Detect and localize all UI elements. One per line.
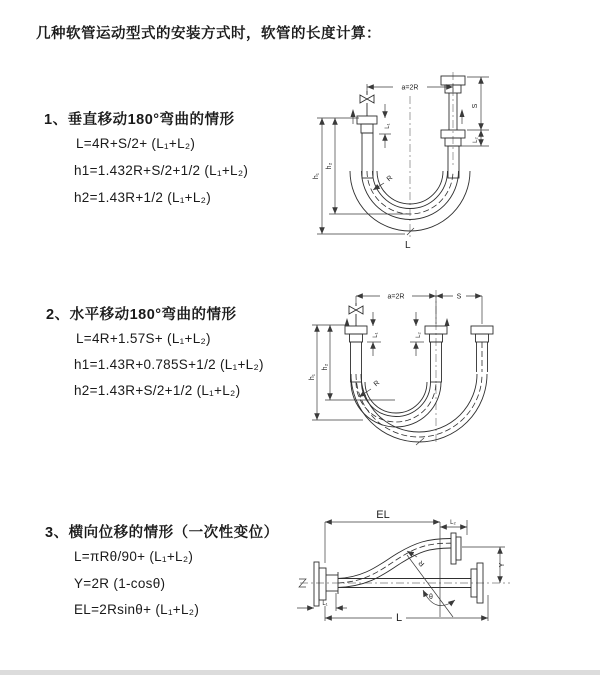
right-hose xyxy=(477,342,488,372)
section-2-formula-h2: h2=1.43R+S/2+1/2 (L₁+L₂) xyxy=(74,383,241,398)
page-title: 几种软管运动型式的安装方式时，软管的长度计算： xyxy=(36,26,381,42)
dim-label-a2r: a=2R xyxy=(401,84,419,92)
diagram-vertical-180-bend xyxy=(305,68,565,258)
left-flange xyxy=(314,562,338,606)
section-1-formula-h1: h1=1.432R+S/2+1/2 (L₁+L₂) xyxy=(74,163,249,178)
dim-label-s: S xyxy=(472,103,479,109)
section-2-heading: 2、水平移动180°弯曲的情形 xyxy=(46,307,237,323)
dim-label-l1: L₁ xyxy=(385,123,391,129)
displaced-hose xyxy=(338,539,451,588)
dim-label-h1: h₁ xyxy=(309,373,316,381)
dim-label-h1: h₁ xyxy=(313,172,320,180)
section-1-heading: 1、垂直移动180°弯曲的情形 xyxy=(44,112,235,128)
section-3-formula-y: Y=2R (1-cosθ) xyxy=(74,576,166,591)
section-2-formula-h1: h1=1.43R+0.785S+1/2 (L₁+L₂) xyxy=(74,357,264,372)
dim-label-s: S xyxy=(456,293,462,301)
angle-label-theta: θ xyxy=(429,594,433,601)
motion-arrow-left xyxy=(345,318,350,326)
radius-line xyxy=(407,555,453,617)
u-bend-position-1 xyxy=(351,379,441,427)
dim-label-a2r: a=2R xyxy=(387,293,405,301)
radius-label: R xyxy=(417,558,427,568)
radius-label: R xyxy=(372,379,382,389)
section-2-formula-l: L=4R+1.57S+ (L₁+L₂) xyxy=(76,331,211,346)
dim-label-l2: L₂ xyxy=(416,332,422,338)
dim-label-l: L xyxy=(395,612,403,624)
section-3-formula-l: L=πRθ/90+ (L₁+L₂) xyxy=(74,549,194,564)
page-bottom-edge xyxy=(0,670,600,675)
dim-label-h2: h₂ xyxy=(326,162,333,170)
upper-flange xyxy=(451,533,461,564)
radius-label: R xyxy=(385,174,395,184)
dim-label-y: Y xyxy=(499,562,506,568)
motion-arrow-up-right xyxy=(460,109,465,117)
dim-label-l1: L₁ xyxy=(322,601,328,607)
dim-label-l2: L₂ xyxy=(450,520,456,526)
valve-icon xyxy=(360,91,374,116)
left-flange xyxy=(357,116,377,124)
dim-label-l1: L₁ xyxy=(373,332,379,338)
left-braided-hose xyxy=(362,133,373,178)
dim-label-el: EL xyxy=(376,509,390,521)
diagram-lateral-displacement xyxy=(295,505,575,640)
motion-arrow-middle xyxy=(445,318,450,326)
section-1-formula-h2: h2=1.43R+1/2 (L₁+L₂) xyxy=(74,190,212,205)
dim-label-h2: h₂ xyxy=(322,363,329,371)
dim-label-l-bottom: L xyxy=(405,240,411,251)
section-3-heading: 3、横向位移的情形（一次性变位） xyxy=(45,525,279,541)
valve-icon xyxy=(349,303,363,326)
section-3-formula-el: EL=2Rsinθ+ (L₁+L₂) xyxy=(74,602,200,617)
section-1-formula-l: L=4R+S/2+ (L₁+L₂) xyxy=(76,136,196,151)
diagram-horizontal-180-bend xyxy=(303,282,573,452)
dim-label-l2: L₂ xyxy=(473,137,479,143)
motion-arrow-up-left xyxy=(351,109,356,117)
